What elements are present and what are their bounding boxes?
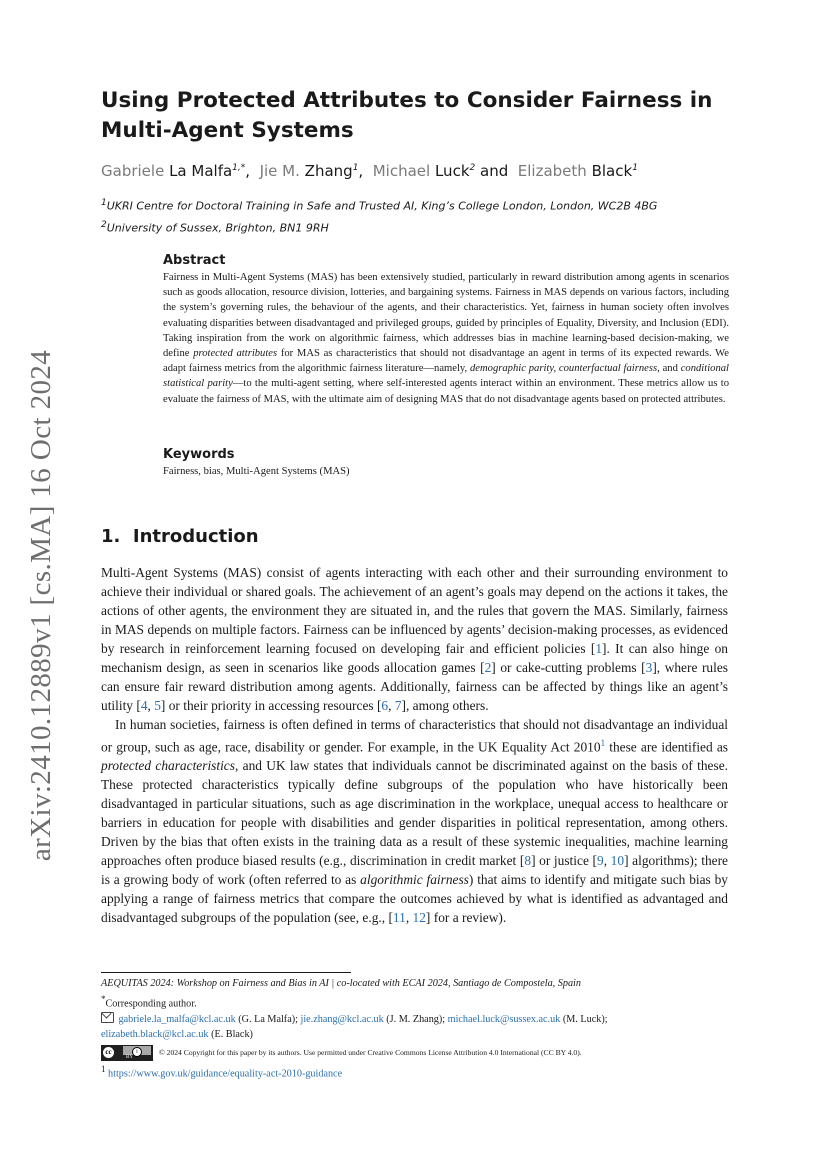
corresponding-note: *Corresponding author. [101,993,197,1009]
footnote-url-link[interactable]: https://www.gov.uk/guidance/equality-act-2010-guidance [108,1068,343,1080]
footnote-divider [101,972,351,973]
citation-link[interactable]: 8 [524,853,532,869]
abstract-text: Fairness in Multi-Agent Systems (MAS) has been extensively studied, particularly in reward distribution among agents in scenarios such as goods allocation, resource division, lotteries, and bargaining systems. Fairness in MAS depends on various factors, including the system’s governing rules, the behaviour of the agents, and their characteristics. Yet, fairness in human society often involves evaluating disparities between disadvantaged and privileged groups, guided by principles of Equality, Diversity, and Inclusion (EDI). Taking inspiration from the work on algorithmic fairness, which addresses bias in machine learning-based decision-making, we define protected attributes for MAS as characteristics that should not disadvantage an agent in terms of its expected rewards. We adapt fairness metrics from the algorithmic fairness literature—namely, demographic parity, counterfactual fairness, and conditional statistical parity—to the multi-agent setting, where self-interested agents interact within an environment. These metrics allow us to evaluate the fairness of MAS, with the ultimate aim of designing MAS that do not disadvantage agents based on protected attributes. [163,272,730,405]
footnote-1: $^1$ https://www.gov.uk/guidance/equality-act-2010-guidance [101,1063,343,1080]
email-link[interactable]: gabriele.la_malfa@kcl.ac.uk [118,1013,236,1025]
citation-link[interactable]: 1 [595,641,603,656]
email-link[interactable]: jie.zhang@kcl.ac.uk [300,1013,384,1025]
citation-link[interactable]: 9 [596,853,604,869]
citation-link[interactable]: 3 [645,660,653,675]
abstract-section [163,252,729,407]
abstract-heading: Abstract [163,253,226,268]
arxiv-side-stamp [20,349,64,861]
keywords-section [163,446,729,479]
paper-title: Using Protected Attributes to Consider Fairness in Multi-Agent Systems [101,88,713,143]
author: Elizabeth Black$^1$ [517,162,638,180]
cc-by-license-icon[interactable]: cc i BY [101,1045,153,1061]
keywords-heading: Keywords [163,447,235,462]
envelope-icon [101,1012,114,1023]
citation-link[interactable]: 2 [484,660,492,675]
citation-link[interactable]: 7 [394,698,402,713]
footnotes [101,976,728,1082]
section-heading: 1. Introduction [101,526,259,547]
venue-note: AEQUITAS 2024: Workshop on Fairness and Bias in AI | co-located with ECAI 2024, Santiago de Compostela, Spain [101,978,581,989]
keywords-text: Fairness, bias, Multi-Agent Systems (MAS) [163,466,350,477]
citation-link[interactable]: 12 [412,910,426,926]
citation-link[interactable]: 10 [610,853,625,869]
citation-link[interactable]: 4 [140,698,148,713]
section-body [101,563,728,927]
affiliation: $^1$UKRI Centre for Doctoral Training in Safe and Trusted AI, King’s College London, London, WC2B 4BG [101,198,658,213]
license-note: cc i BY © 2024 Copyright for this paper by its authors. Use permitted under Creative Commons License Attribution 4.0 International (CC BY 4.0). [101,1045,728,1061]
affiliation: $^2$University of Sussex, Brighton, BN1 9RH [101,219,329,235]
citation-link[interactable]: 11 [392,910,406,926]
author: Gabriele La Malfa$^{1,*}$, [101,162,260,180]
paragraph: In human societies, fairness is often defined in terms of characteristics that should not disadvantage an individual or group, such as age, race, disability or gender. For example, in the UK Equality Act 2010$^1$ these are identified as protected characteristics, and UK law states that individuals cannot be discriminated against on the basis of these. These protected characteristics typically define subgroups of the population who have historically been disadvantaged in particular situations, such as age discrimination in the workplace, unequal access to healthcare or barriers in education for people with disabilities and gender disparities in political representation, among others. Driven by the bias that often exists in the training data as a result of these systemic inequalities, machine learning approaches often produce biased results (e.g., discrimination in credit market [8] or justice [9, 10] algorithms); there is a growing body of work (often referred to as algorithmic fairness) that aims to identify and mitigate such bias by applying a range of fairness metrics that compare the outcomes achieved by what is identified as advantaged and disadvantaged subgroups of the population (see, e.g., [11, 12] for a review). [101,717,728,926]
author-list [101,158,638,181]
email-link[interactable]: elizabeth.black@kcl.ac.uk [101,1029,209,1041]
footnote-marker[interactable]: 1 [600,738,606,748]
paragraph: Multi-Agent Systems (MAS) consist of agents interacting with each other and their surrounding environment to achieve their individual or shared goals. The achievement of an agent’s goals may depend on the actions it takes, the actions of other agents, the environment they are situated in, and the rules that govern the MAS. Similarly, fairness in MAS depends on multiple factors. Fairness can be influenced by agents’ decision-making processes, as evidenced by research in reinforcement learning focused on developing fair and efficient policies [1]. It can also hinge on mechanism design, as seen in scenarios like goods allocation games [2] or cake-cutting problems [3], where rules can ensure fair reward distribution among agents. Additionally, fairness can be affected by things like an agent’s utility [4, 5] or their priority in accessing resources [6, 7], among others. [101,565,728,713]
author: Jie M. Zhang$^1$, [259,162,373,180]
affiliations [101,194,657,237]
email-list: gabriele.la_malfa@kcl.ac.uk (G. La Malfa); jie.zhang@kcl.ac.uk (J. M. Zhang); michael.luck@sussex.ac.uk (M. Luck); elizabeth.black@kcl.ac.uk (E. Black) [101,1013,608,1041]
citation-link[interactable]: 6 [381,698,389,713]
author: Michael Luck$^2$ and [372,162,518,180]
arxiv-identifier: arXiv:2410.12889v1 [cs.MA] 16 Oct 2024 [25,349,58,861]
email-link[interactable]: michael.luck@sussex.ac.uk [447,1013,561,1025]
citation-link[interactable]: 5 [154,698,161,713]
